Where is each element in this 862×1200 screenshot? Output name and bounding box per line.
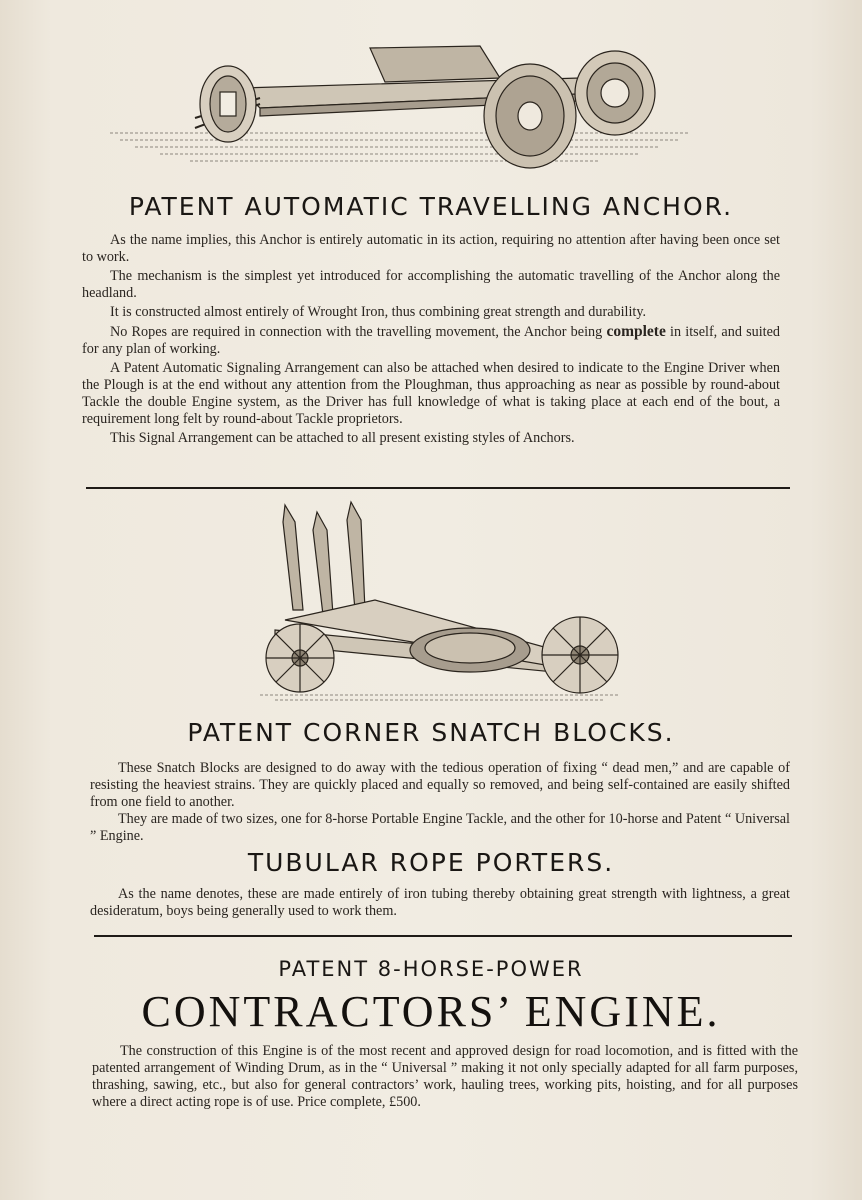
ropes-text-pre: No Ropes are required in connection with the travelling movement, the Anchor being [110,324,603,340]
contractors-engine-text [92,1043,798,1111]
ropes-text-post: in itself, and suited for any plan of working. [82,324,781,357]
paragraph [82,323,780,358]
paragraph: It is constructed almost entirely of Wrought Iron, thus combining great strength and durability. [110,304,647,320]
complete-emphasis: complete [606,323,666,340]
snatch-blocks-text [90,760,790,845]
divider-rule [94,935,792,937]
rope-porters-title: TUBULAR ROPE PORTERS. [247,848,615,877]
paragraph: This Signal Arrangement can be attached to all present existing styles of Anchors. [110,430,575,446]
paragraph: These Snatch Blocks are designed to do away with the tedious operation of fixing “ dead men,” and are capable of resisting the heaviest strains. They are quickly placed and equally so removed, and being self-contained are easily shifted from one field to another. [90,760,790,810]
contractors-engine-title: CONTRACTORS’ ENGINE. [141,987,721,1036]
travelling-anchor-illustration [100,38,700,178]
contractors-engine-subtitle: PATENT 8-HORSE-POWER [278,957,584,981]
divider-rule [86,487,790,489]
paragraph: The construction of this Engine is of the most recent and approved design for road locomotion, and is fitted with the patented arrangement of Winding Drum, as in the “ Universal ” making it not only specially adapted for all farm purposes, thrashing, sawing, etc., but also for general contractors’ work, hauling trees, working pits, hoisting, and for all purposes where a direct acting rope is of use. Price complete, £500. [92,1043,798,1110]
travelling-anchor-title: PATENT AUTOMATIC TRAVELLING ANCHOR. [128,192,734,221]
snatch-blocks-illustration [255,500,625,705]
snatch-blocks-title: PATENT CORNER SNATCH BLOCKS. [187,718,675,747]
paragraph: As the name denotes, these are made entirely of iron tubing thereby obtaining great strength with lightness, a great desideratum, boys being generally used to work them. [90,886,790,919]
rope-porters-text [90,886,790,920]
paragraph: The mechanism is the simplest yet introduced for accomplishing the automatic travelling of the Anchor along the headland. [82,268,780,301]
paragraph: A Patent Automatic Signaling Arrangement can also be attached when desired to indicate to the Engine Driver when the Plough is at the end without any attention from the Ploughman, thus approaching as near as possible by round-about Tackle the double Engine system, as the Driver has full knowledge of what is taking place at each end of the bout, a requirement long felt by round-about Tackle proprietors. [82,360,780,427]
paragraph: As the name implies, this Anchor is entirely automatic in its action, requiring no attention after having been once set to work. [82,232,780,265]
paragraph: They are made of two sizes, one for 8-horse Portable Engine Tackle, and the other for 10-horse and Patent “ Universal ” Engine. [90,811,790,844]
travelling-anchor-text [82,232,780,447]
